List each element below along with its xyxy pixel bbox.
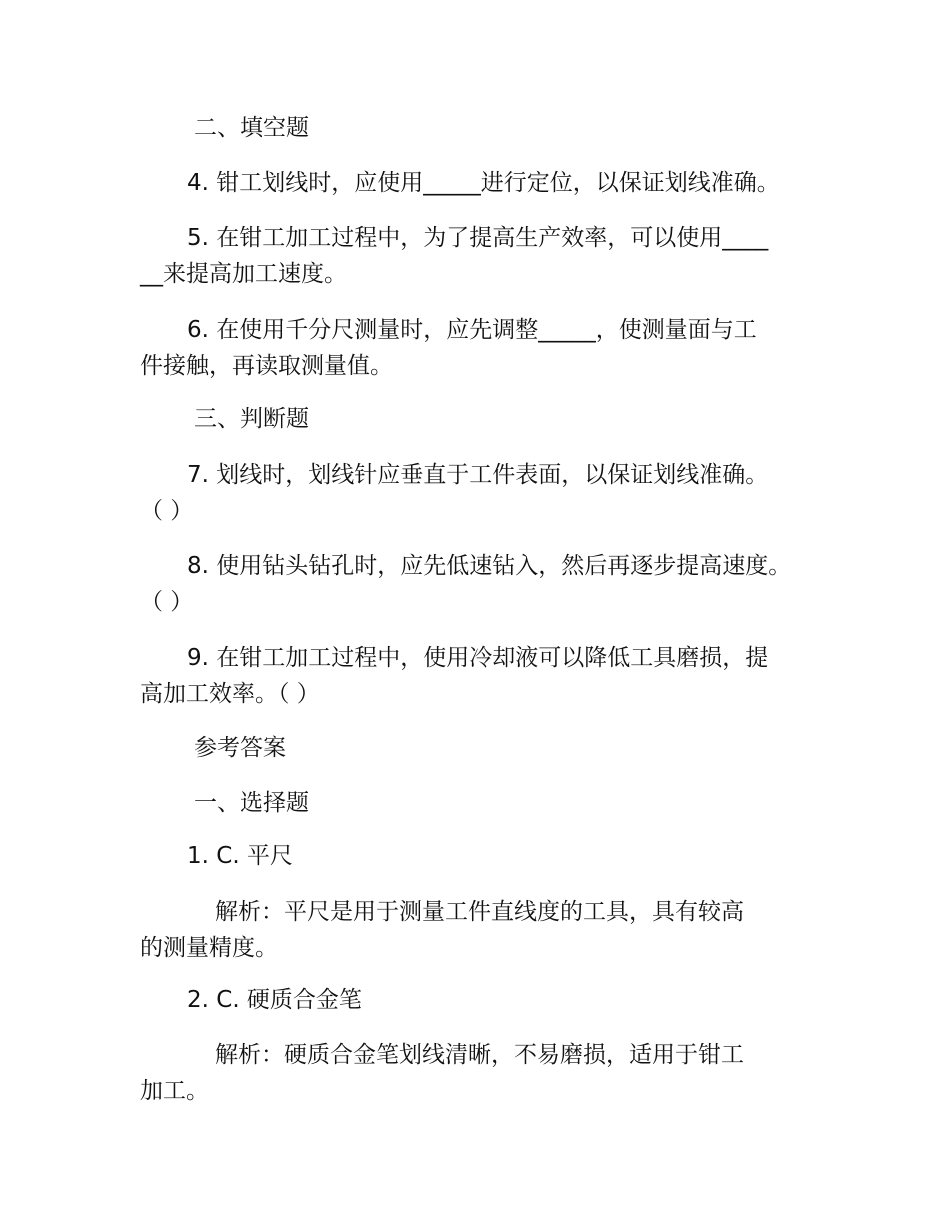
question-9 [140, 640, 820, 712]
explanation-line: 加工。 [140, 1078, 209, 1104]
answer-1 [140, 838, 820, 874]
question-line: （ ） [140, 589, 194, 615]
answer-2-explanation [140, 1037, 820, 1109]
answer-1-explanation [140, 894, 820, 966]
question-8 [140, 548, 820, 620]
answer-2 [140, 982, 820, 1018]
section-title: 三、判断题 [194, 406, 309, 432]
section-title: 二、填空题 [194, 115, 309, 141]
answers-heading [140, 730, 820, 766]
answers-title: 参考答案 [194, 735, 286, 761]
question-line: 6. 在使用千分尺测量时，应先调整_____，使测量面与工 [187, 317, 757, 343]
question-line: 4. 钳工划线时，应使用_____进行定位，以保证划线准确。 [187, 170, 780, 196]
question-line: 9. 在钳工加工过程中，使用冷却液可以降低工具磨损，提 [187, 645, 769, 671]
explanation-line: 的测量精度。 [140, 935, 278, 961]
question-6 [140, 312, 820, 384]
answers-subheading [140, 785, 820, 821]
question-line: 8. 使用钻头钻孔时，应先低速钻入，然后再逐步提高速度。 [187, 553, 792, 579]
question-5 [140, 220, 820, 292]
question-line: 5. 在钳工加工过程中，为了提高生产效率，可以使用____ [187, 225, 769, 251]
question-line: 件接触，再读取测量值。 [140, 353, 393, 379]
explanation-line: 解析：硬质合金笔划线清晰，不易磨损，适用于钳工 [215, 1042, 744, 1068]
explanation-line: 解析：平尺是用于测量工件直线度的工具，具有较高 [215, 899, 744, 925]
question-7 [140, 457, 820, 529]
section-heading-fill-blank [140, 110, 820, 146]
section-heading-true-false [140, 401, 820, 437]
question-line: __来提高加工速度。 [140, 261, 347, 287]
question-line: （ ） [140, 498, 194, 524]
question-line: 高加工效率。（ ） [140, 681, 320, 707]
question-4 [140, 165, 820, 201]
answer-line: 1. C. 平尺 [187, 843, 293, 869]
question-line: 7. 划线时，划线针应垂直于工件表面，以保证划线准确。 [187, 462, 769, 488]
answers-subtitle: 一、选择题 [194, 790, 309, 816]
answer-line: 2. C. 硬质合金笔 [187, 987, 362, 1013]
